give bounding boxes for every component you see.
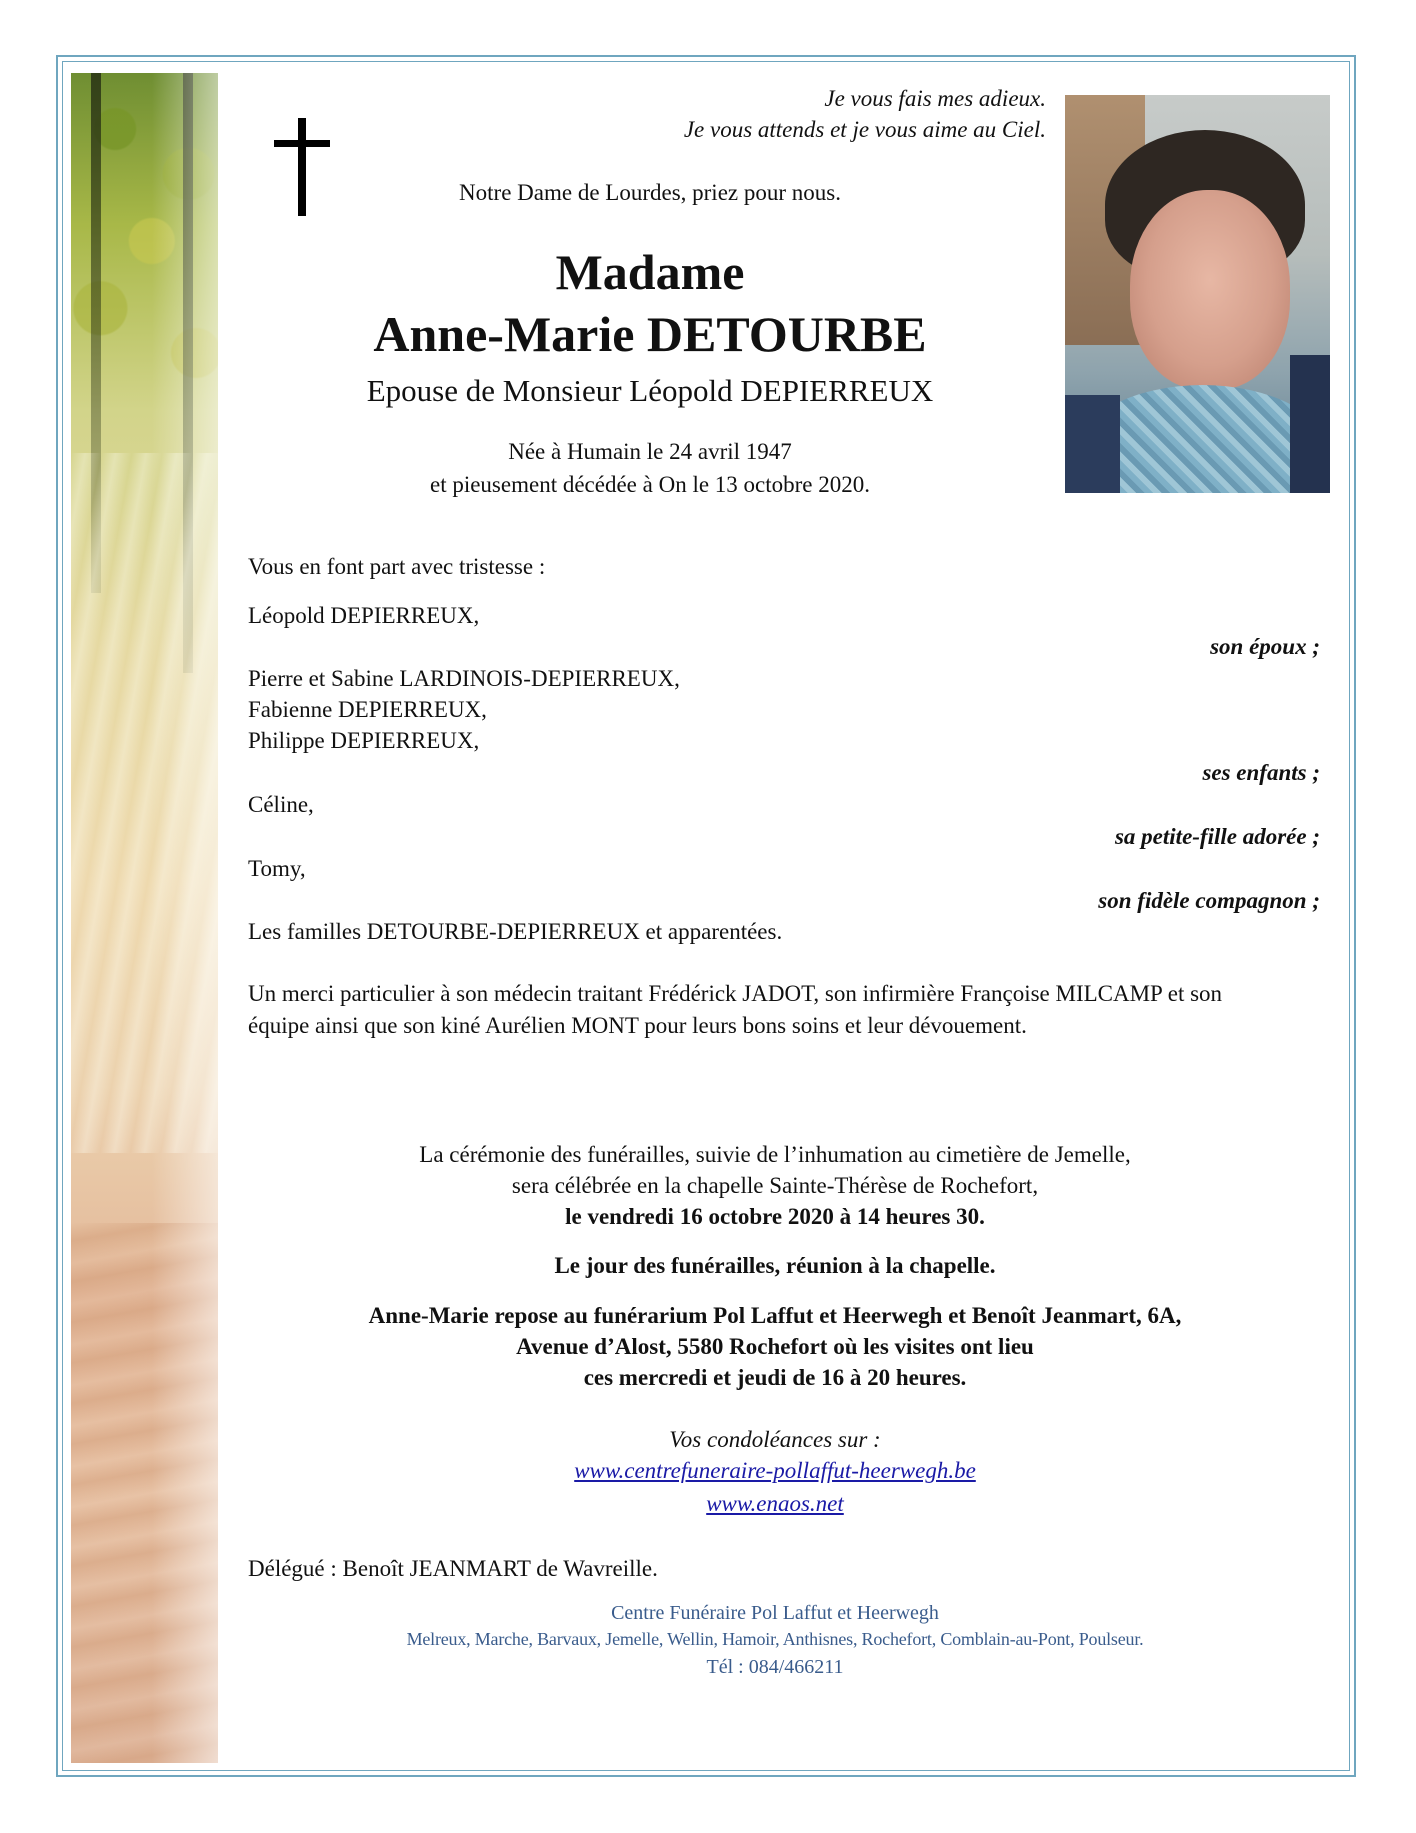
delegate-line: Délégué : Benoît JEANMART de Wavreille. xyxy=(248,1556,658,1581)
portrait-photo xyxy=(1065,95,1330,493)
families-line: Les familles DETOURBE-DEPIERREUX et apparentées. xyxy=(248,919,783,944)
birth-line: Née à Humain le 24 avril 1947 xyxy=(508,439,792,464)
ceremony-date: le vendredi 16 octobre 2020 à 14 heures 30. xyxy=(565,1204,985,1229)
spouse-line: Epouse de Monsieur Léopold DEPIERREUX xyxy=(366,373,934,408)
family-member-name: Fabienne DEPIERREUX, xyxy=(248,697,487,722)
family-member-name: Pierre et Sabine LARDINOIS-DEPIERREUX, xyxy=(248,666,680,691)
death-line: et pieusement décédée à On le 13 octobre 2020. xyxy=(429,472,871,497)
quote-line-1: Je vous fais mes adieux. xyxy=(824,86,1046,111)
thanks-paragraph: Un merci particulier à son médecin traitant Frédérick JADOT, son infirmière Françoise MILCAMP et son équipe ainsi que son kiné Aurélien MONT pour leurs bons soins et leur dévouement. xyxy=(248,981,1223,1038)
visit-line-1: Anne-Marie repose au funérarium Pol Laffut et Heerwegh et Benoît Jeanmart, 6A, xyxy=(368,1303,1182,1328)
deceased-title: Madame xyxy=(555,244,745,300)
visit-line-3: ces mercredi et jeudi de 16 à 20 heures. xyxy=(583,1365,967,1390)
family-member-name: Tomy, xyxy=(248,856,306,881)
footer-company: Centre Funéraire Pol Laffut et Heerwegh xyxy=(611,1602,939,1624)
condolences-link-funeral-center[interactable]: www.centrefuneraire-pollaffut-heerwegh.be xyxy=(574,1458,976,1483)
footer-phone: Tél : 084/466211 xyxy=(706,1656,844,1678)
meeting-line: Le jour des funérailles, réunion à la chapelle. xyxy=(554,1253,996,1278)
family-relation: son époux ; xyxy=(1210,634,1320,659)
deceased-name: Anne-Marie DETOURBE xyxy=(373,306,927,362)
ceremony-line-2: sera célébrée en la chapelle Sainte-Thérèse de Rochefort, xyxy=(511,1173,1039,1198)
family-relation: sa petite-fille adorée ; xyxy=(1114,824,1320,849)
condolences-link-enaos[interactable]: www.enaos.net xyxy=(706,1491,844,1516)
forest-path-sidebar-image xyxy=(71,73,218,1763)
announcement-intro: Vous en font part avec tristesse : xyxy=(248,554,546,579)
footer-locations: Melreux, Marche, Barvaux, Jemelle, Wellin, Hamoir, Anthisnes, Rochefort, Comblain-au-Pont, Poulseur. xyxy=(406,1629,1144,1649)
condolences-label: Vos condoléances sur : xyxy=(669,1427,881,1452)
family-relation: son fidèle compagnon ; xyxy=(1098,888,1320,913)
ceremony-line-1: La cérémonie des funérailles, suivie de l’inhumation au cimetière de Jemelle, xyxy=(419,1142,1131,1167)
prayer-line: Notre Dame de Lourdes, priez pour nous. xyxy=(459,180,841,205)
family-member-name: Philippe DEPIERREUX, xyxy=(248,728,480,753)
family-relation: ses enfants ; xyxy=(1202,760,1320,785)
family-member-name: Léopold DEPIERREUX, xyxy=(248,603,480,628)
family-member-name: Céline, xyxy=(248,792,314,817)
quote-line-2: Je vous attends et je vous aime au Ciel. xyxy=(683,117,1046,142)
visit-line-2: Avenue d’Alost, 5580 Rochefort où les visites ont lieu xyxy=(516,1334,1034,1359)
